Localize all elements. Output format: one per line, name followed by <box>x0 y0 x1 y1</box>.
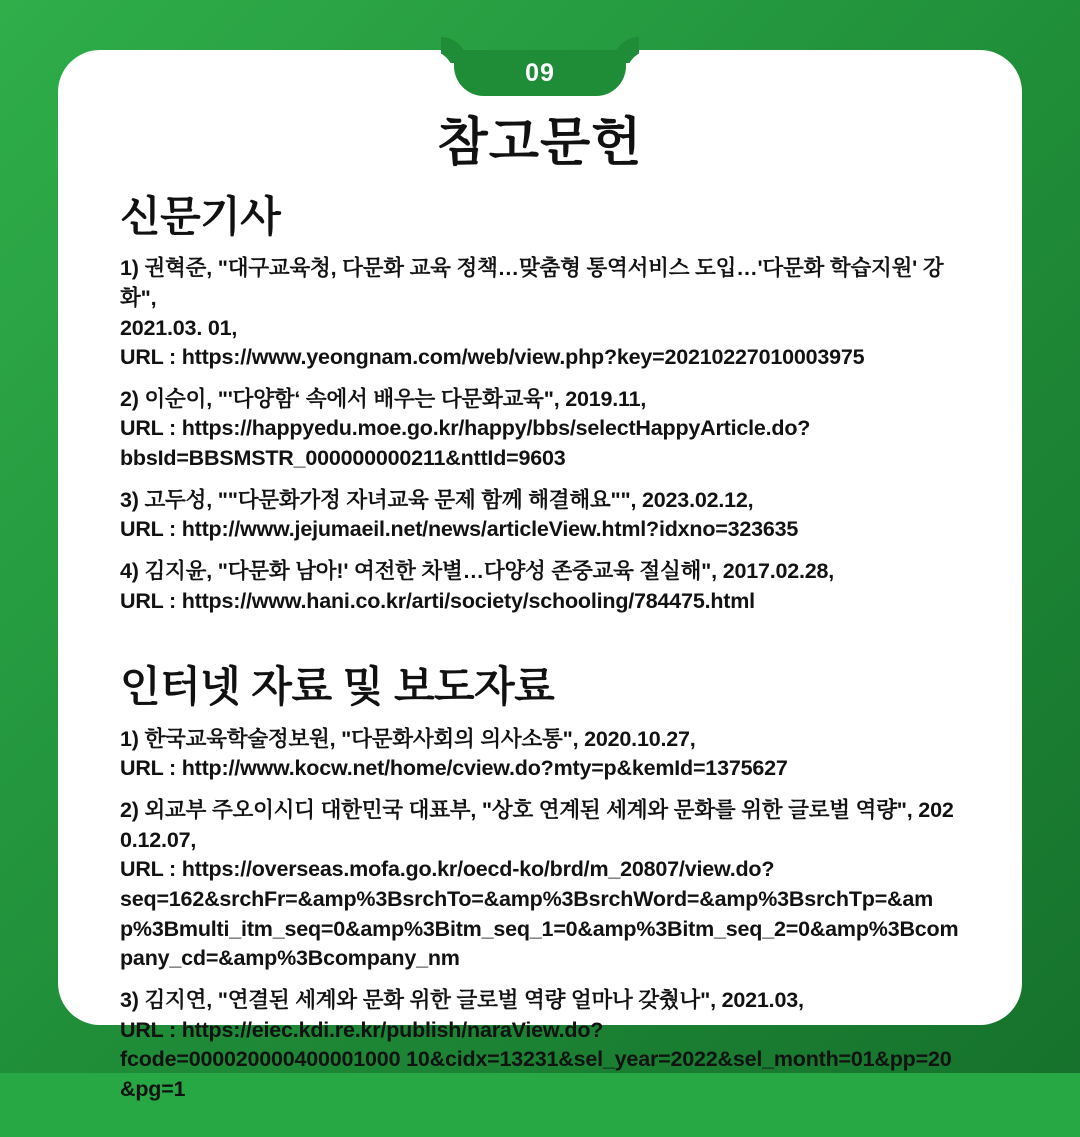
reference-url: URL : https://eiec.kdi.re.kr/publish/naraView.do? <box>120 1017 604 1042</box>
reference-url: URL : https://www.yeongnam.com/web/view.php?key=20210227010003975 <box>120 345 865 370</box>
reference-entry <box>120 557 960 616</box>
reference-url: URL : https://overseas.mofa.go.kr/oecd-ko/brd/m_20807/view.do? <box>120 857 775 882</box>
reference-line: 2) 외교부 주오이시디 대한민국 대표부, "상호 연계된 세계와 문화를 위한 글로벌 역량", 2020.12.07, <box>120 798 954 852</box>
reference-entry <box>120 986 960 1105</box>
reference-entry <box>120 486 960 545</box>
reference-entry <box>120 725 960 784</box>
reference-url: URL : http://www.kocw.net/home/cview.do?mty=p&kemId=1375627 <box>120 756 788 781</box>
reference-line: 1) 권혁준, "대구교육청, 다문화 교육 정책…맞춤형 통역서비스 도입…'다문화 학습지원' 강화", <box>120 256 944 310</box>
section-heading-internet: 인터넷 자료 및 보도자료 <box>120 663 555 711</box>
reference-line: 3) 김지연, "연결된 세계와 문화 위한 글로벌 역량 얼마나 갖췄나", 2021.03, <box>120 988 804 1013</box>
reference-line: 4) 김지윤, "다문화 남아!' 여전한 차별…다양성 존중교육 절실해", 2017.02.28, <box>120 559 835 584</box>
content-card <box>58 50 1022 1102</box>
section-heading-newspaper: 신문기사 <box>120 192 281 240</box>
reference-line: 1) 한국교육학술정보원, "다문화사회의 의사소통", 2020.10.27, <box>120 726 696 751</box>
reference-url-continued: fcode=000020000400001000 10&cidx=13231&sel_year=2022&sel_month=01&pp=20&pg=1 <box>120 1047 952 1102</box>
reference-url: URL : https://www.hani.co.kr/arti/society/schooling/784475.html <box>120 588 755 613</box>
reference-entry <box>120 254 960 373</box>
reference-entry <box>120 385 960 474</box>
reference-url-continued: seq=162&srchFr=&amp%3BsrchTo=&amp%3BsrchWord=&amp%3BsrchTp=&amp%3Bmulti_itm_seq=0&amp%3Bitm_seq_1=0&amp%3Bitm_seq_2=0&amp%3Bcompany_cd=&amp%3Bcompany_nm <box>120 887 959 971</box>
reference-line: 2021.03. 01, <box>120 315 238 340</box>
reference-url: URL : https://happyedu.moe.go.kr/happy/bbs/selectHappyArticle.do? <box>120 416 811 441</box>
reference-line: 3) 고두성, ""다문화가정 자녀교육 문제 함께 해결해요"", 2023.02.12, <box>120 487 754 512</box>
reference-line: 2) 이순이, "'다양함‘ 속에서 배우는 다문화교육", 2019.11, <box>120 386 647 411</box>
page-number-badge: 09 <box>454 50 626 96</box>
reference-url: URL : http://www.jejumaeil.net/news/articleView.html?idxno=323635 <box>120 517 799 542</box>
reference-entry <box>120 796 960 974</box>
page-title: 참고문헌 <box>437 114 643 172</box>
reference-url-continued: bbsId=BBSMSTR_000000000211&nttId=9603 <box>120 446 566 471</box>
card-content <box>58 50 1022 1137</box>
